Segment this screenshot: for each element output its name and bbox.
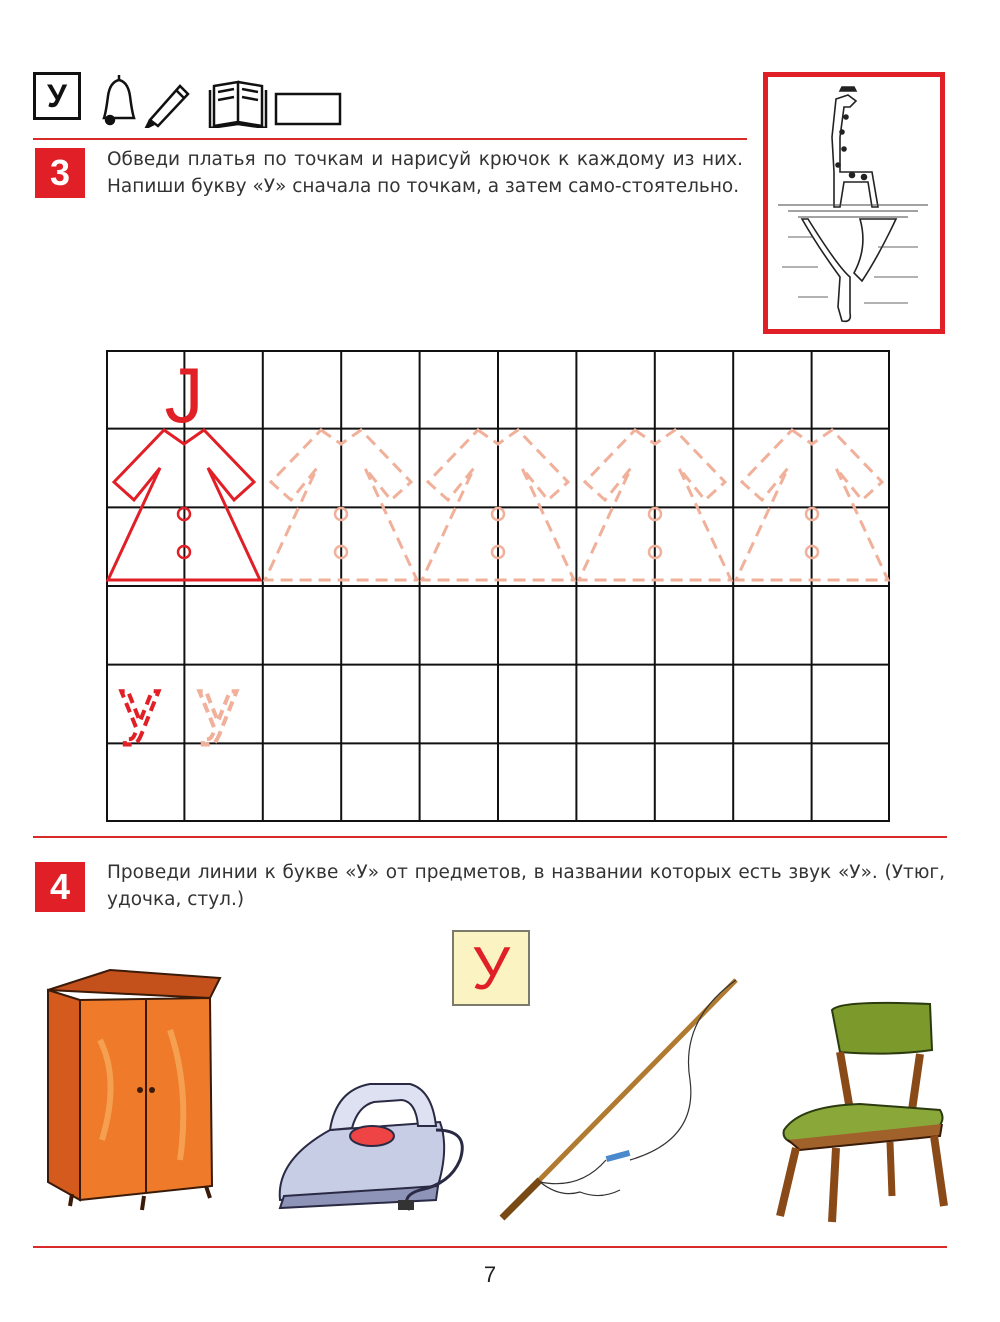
giraffe-picture-frame: [763, 72, 945, 334]
giraffe-illustration: [768, 77, 940, 329]
hook-letter: J: [164, 351, 204, 439]
pencil-icon: [146, 86, 188, 128]
letter-card-u[interactable]: У: [452, 930, 530, 1006]
section-divider-top: [33, 138, 747, 140]
sample-letter-dotted: у: [119, 665, 161, 747]
chair-picture[interactable]: [780, 1003, 944, 1222]
section-divider-middle: [33, 836, 947, 838]
wardrobe-picture[interactable]: [48, 970, 220, 1210]
task-3-number: 3: [35, 148, 85, 198]
section-divider-bottom: [33, 1246, 947, 1248]
writing-grid: [106, 350, 890, 822]
page-number: 7: [483, 1262, 497, 1287]
task-4-number: 4: [35, 862, 85, 912]
sample-letter-trace: у: [197, 665, 239, 747]
task-4-instructions: Проведи линии к букве «У» от предметов, в названии которых есть звук «У». (Утюг, удочка, стул.): [107, 862, 945, 910]
grid-lines: [107, 350, 889, 822]
book-icon: [210, 82, 266, 128]
fishing-rod-picture[interactable]: [502, 980, 736, 1218]
header-icons: [96, 72, 346, 128]
iron-picture[interactable]: [280, 1084, 463, 1210]
header-letter-box: У: [33, 72, 81, 120]
task-3-instructions: Обведи платья по точкам и нарисуй крючок к каждому из них. Напиши букву «У» сначала по точкам, а затем само-стоятельно.: [107, 149, 743, 197]
blank-box-icon: [276, 94, 340, 124]
bell-icon: [104, 75, 134, 124]
task-4-pictures: [40, 960, 950, 1230]
